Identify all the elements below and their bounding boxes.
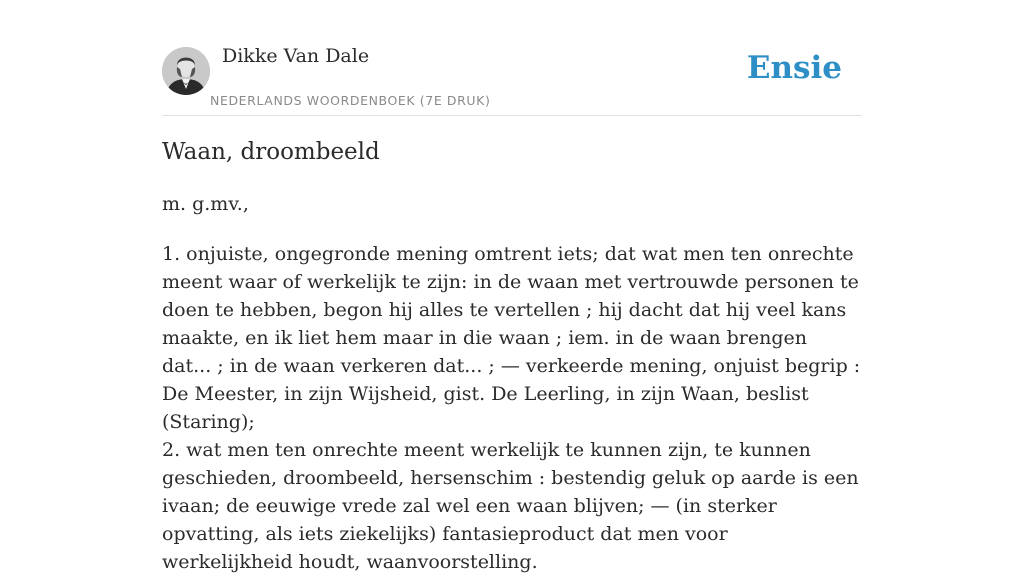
ensie-logo[interactable]: Ensie <box>746 50 842 86</box>
definition-list <box>162 240 862 576</box>
source-label: NEDERLANDS WOORDENBOEK (7E DRUK) <box>210 93 491 108</box>
author-name[interactable]: Dikke Van Dale <box>222 45 370 67</box>
grammar-info: m. g.mv., <box>162 193 249 215</box>
definition-1: 1. onjuiste, ongegronde mening omtrent iets; dat wat men ten onrechte meent waar of werkelijk te zijn: in de waan met vertrouwde personen te doen te hebben, begon hij alles te vertellen ; hij dacht dat hij veel kans maakte, en ik liet hem maar in die waan ; iem. in de waan brengen dat... ; in de waan verkeren dat... ; — verkeerde mening, onjuist begrip : De Meester, in zijn Wijsheid, gist. De Leerling, in zijn Waan, beslist (Staring); <box>162 243 861 433</box>
definition-2: 2. wat men ten onrechte meent werkelijk te kunnen zijn, te kunnen geschieden, droombeeld, hersenschim : bestendig geluk op aarde is een ivaan; de eeuwige vrede zal wel een waan blijven; — (in sterker opvatting, als iets ziekelijks) fantasieproduct dat men voor werkelijkheid houdt, waanvoorstelling. <box>162 439 859 573</box>
portrait-image <box>162 47 210 95</box>
entry-title: Waan, droombeeld <box>162 139 380 165</box>
page-header <box>162 40 862 116</box>
author-avatar[interactable] <box>162 47 210 95</box>
